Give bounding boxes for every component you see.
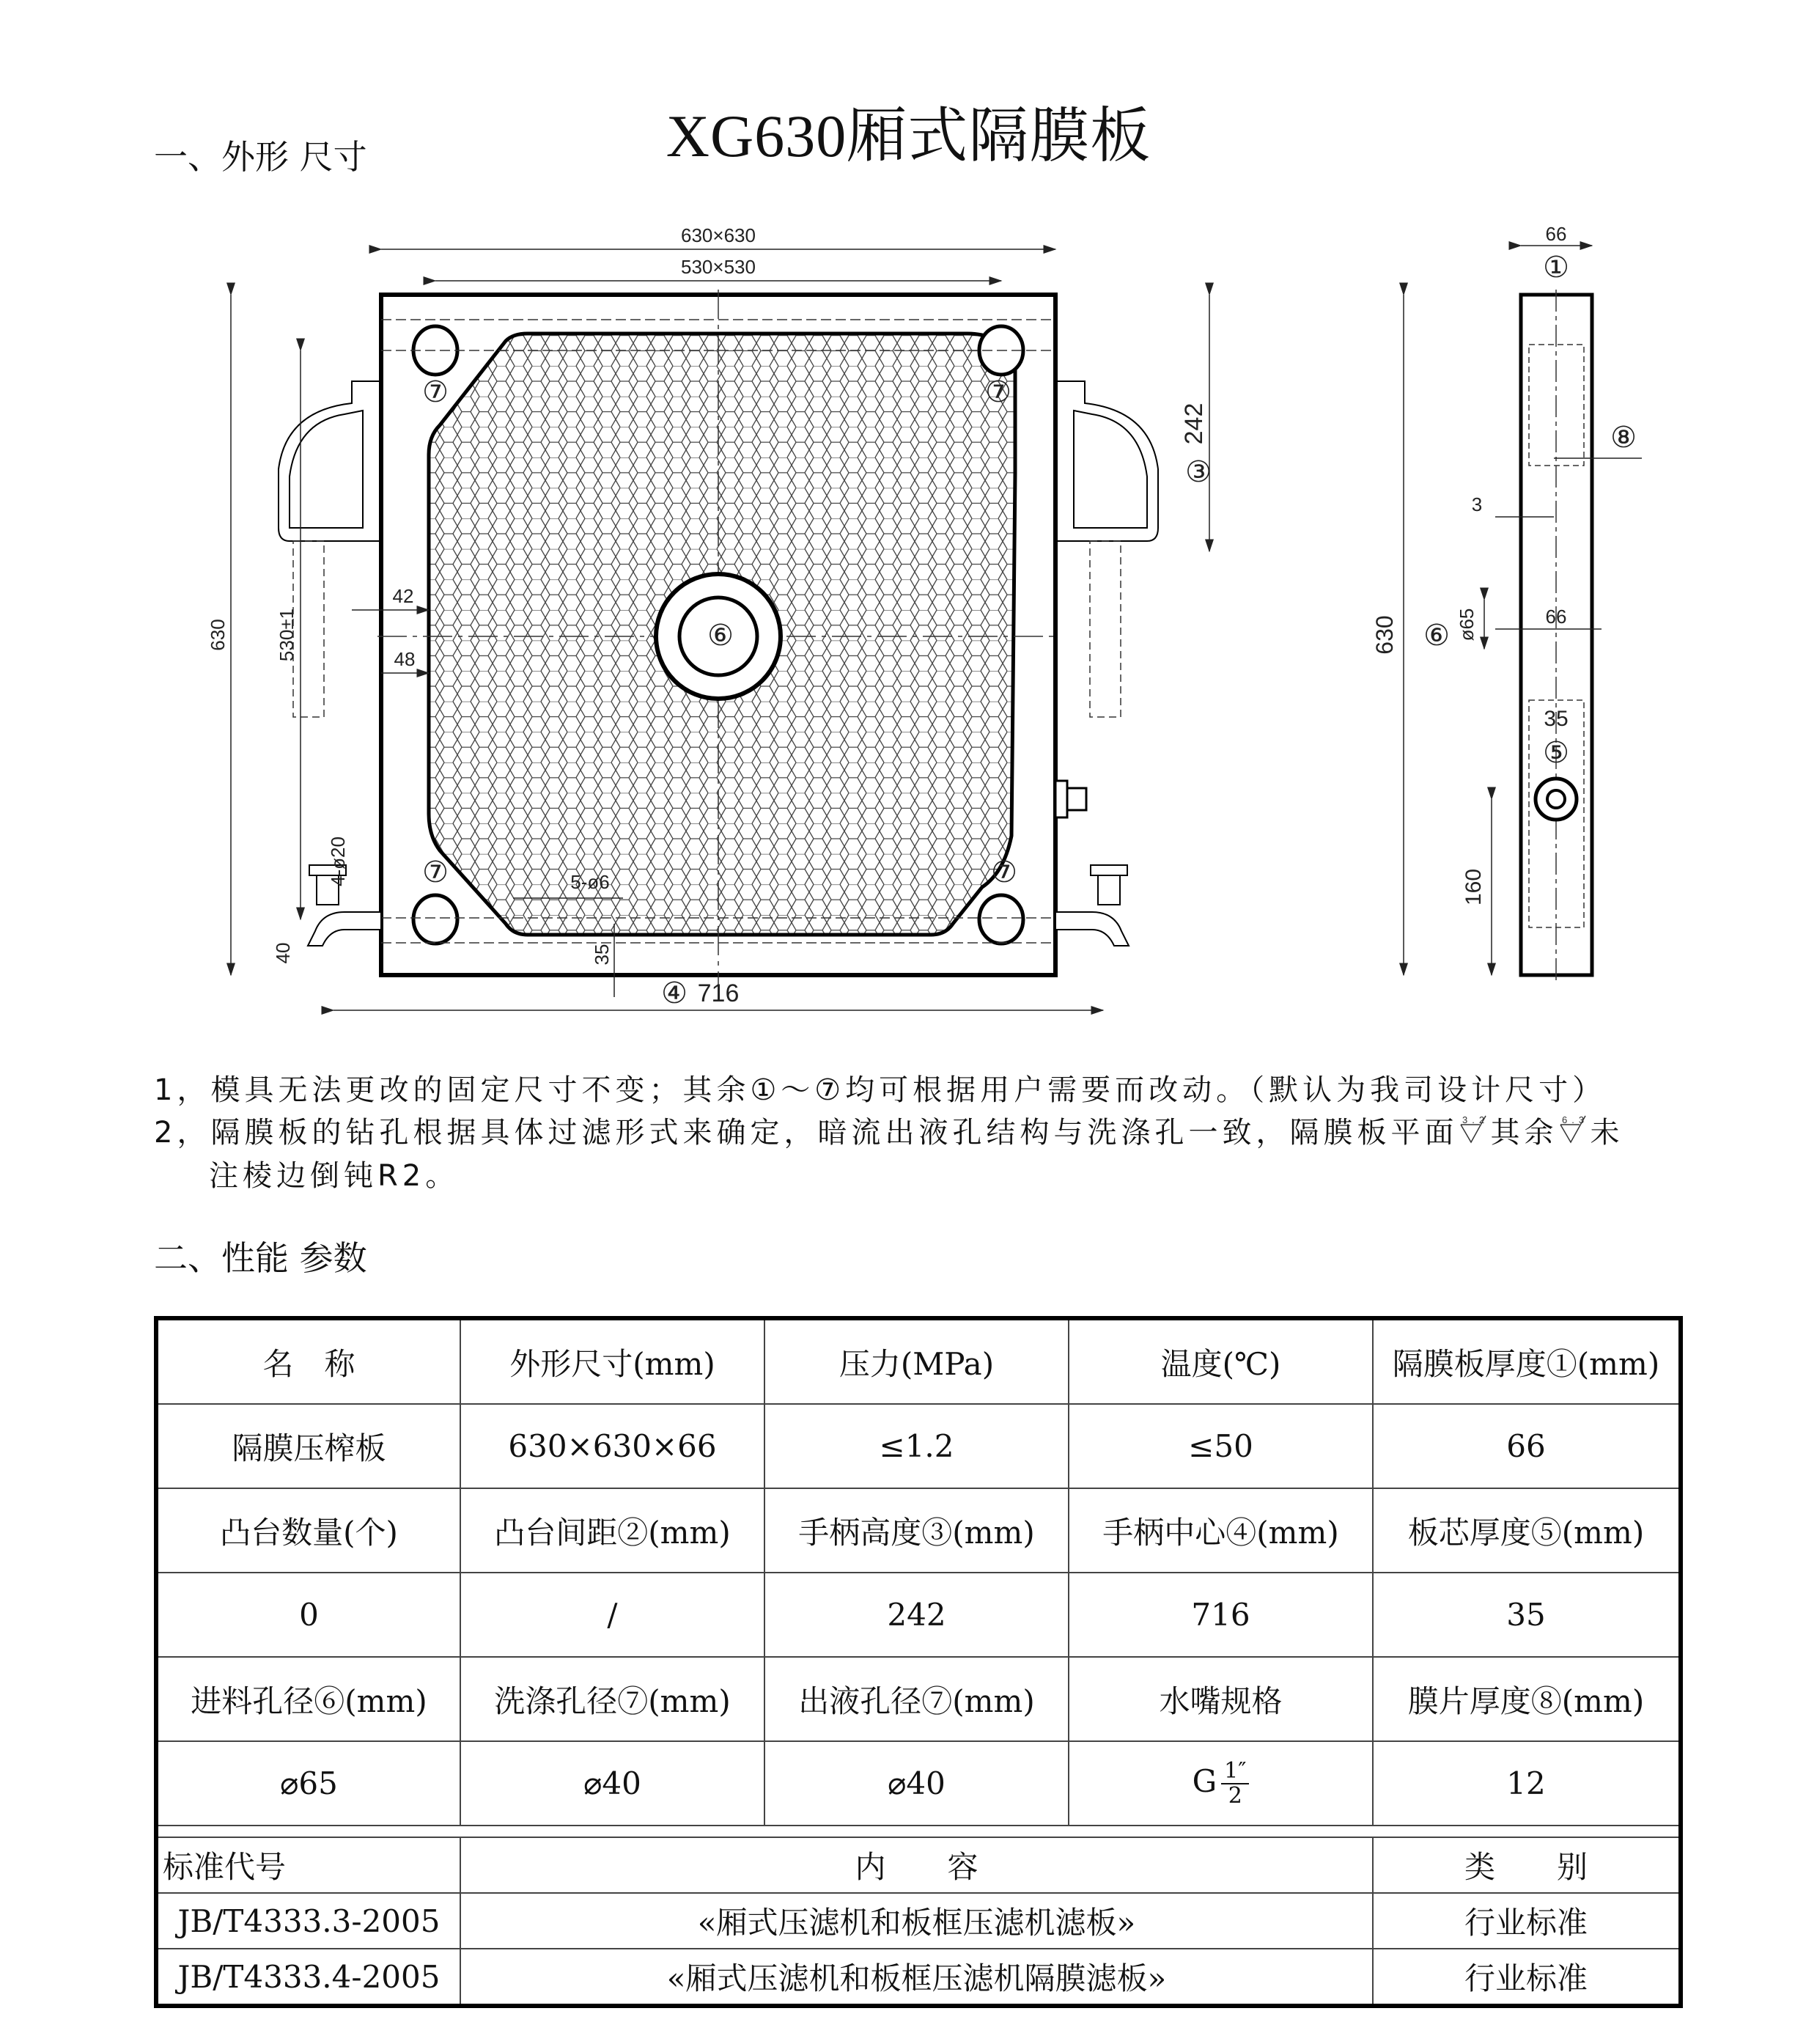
faucet-spec-cell bbox=[1069, 1741, 1373, 1826]
table-row bbox=[156, 1573, 1681, 1657]
table-cell: 隔膜压榨板 bbox=[156, 1404, 460, 1488]
svg-text:⑥: ⑥ bbox=[707, 620, 734, 652]
table-cell: 手柄中心④(mm) bbox=[1069, 1488, 1373, 1573]
side-view bbox=[1371, 223, 1642, 982]
table-cell: / bbox=[460, 1573, 764, 1657]
faucet-fraction: $\frac{1''}{2}$ bbox=[1221, 1760, 1249, 1808]
svg-text:40: 40 bbox=[272, 942, 294, 964]
svg-text:66: 66 bbox=[1545, 606, 1567, 628]
svg-text:⑤: ⑤ bbox=[1543, 737, 1569, 769]
table-spacer bbox=[156, 1826, 1681, 1837]
svg-text:5-ø6: 5-ø6 bbox=[570, 871, 610, 893]
svg-text:160: 160 bbox=[1462, 868, 1486, 906]
svg-text:⑦: ⑦ bbox=[422, 856, 449, 889]
svg-text:242: 242 bbox=[1180, 402, 1208, 445]
svg-text:ø65: ø65 bbox=[1456, 608, 1478, 641]
table-cell: 隔膜板厚度①(mm) bbox=[1373, 1318, 1681, 1404]
svg-text:48: 48 bbox=[394, 648, 416, 670]
table-cell: 66 bbox=[1373, 1404, 1681, 1488]
table-cell: ⌀40 bbox=[460, 1741, 764, 1826]
table-cell: 内 容 bbox=[460, 1837, 1373, 1893]
table-cell: 手柄高度③(mm) bbox=[764, 1488, 1069, 1573]
svg-text:③: ③ bbox=[1185, 456, 1212, 488]
table-row bbox=[156, 1488, 1681, 1573]
faucet-thread-label: G bbox=[1192, 1762, 1217, 1799]
svg-text:⑧: ⑧ bbox=[1610, 422, 1637, 454]
svg-text:3: 3 bbox=[1471, 493, 1483, 515]
table-cell: 0 bbox=[156, 1573, 460, 1657]
note-line-2-text: 2，隔膜板的钻孔根据具体过滤形式来确定，暗流出液孔结构与洗涤孔一致，隔膜板平面 bbox=[154, 1116, 1459, 1150]
spec-table bbox=[154, 1316, 1683, 2008]
svg-text:630: 630 bbox=[207, 619, 229, 651]
table-row bbox=[156, 1741, 1681, 1826]
technical-drawing bbox=[0, 205, 1817, 1026]
svg-text:42: 42 bbox=[392, 585, 414, 607]
svg-text:⑦: ⑦ bbox=[422, 376, 449, 408]
note-line-2-rest: 其余 bbox=[1490, 1116, 1558, 1150]
section-heading-performance: 二、性能 参数 bbox=[154, 1238, 367, 1278]
table-cell: 标准代号 bbox=[156, 1837, 460, 1893]
svg-text:⑦: ⑦ bbox=[985, 376, 1011, 408]
svg-text:630×630: 630×630 bbox=[681, 224, 756, 246]
standards-header-row bbox=[156, 1837, 1681, 1893]
table-cell: 压力(MPa) bbox=[764, 1318, 1069, 1404]
table-cell: 凸台数量(个) bbox=[156, 1488, 460, 1573]
table-cell: ≤1.2 bbox=[764, 1404, 1069, 1488]
svg-text:630: 630 bbox=[1371, 615, 1398, 655]
table-cell: 洗涤孔径⑦(mm) bbox=[460, 1657, 764, 1741]
table-cell: 名 称 bbox=[156, 1318, 460, 1404]
table-cell: 水嘴规格 bbox=[1069, 1657, 1373, 1741]
table-cell: ⌀65 bbox=[156, 1741, 460, 1826]
page-title: XG630厢式隔膜板 bbox=[666, 103, 1151, 169]
table-cell: «厢式压滤机和板框压滤机滤板» bbox=[460, 1893, 1373, 1949]
svg-text:4-ø20: 4-ø20 bbox=[327, 837, 349, 886]
table-cell: 板芯厚度⑤(mm) bbox=[1373, 1488, 1681, 1573]
svg-text:35: 35 bbox=[591, 944, 613, 966]
table-cell: 类 别 bbox=[1373, 1837, 1681, 1893]
table-cell: 行业标准 bbox=[1373, 1893, 1681, 1949]
table-cell: 进料孔径⑥(mm) bbox=[156, 1657, 460, 1741]
table-cell: 35 bbox=[1373, 1573, 1681, 1657]
table-cell: 242 bbox=[764, 1573, 1069, 1657]
table-cell: 膜片厚度⑧(mm) bbox=[1373, 1657, 1681, 1741]
surface-roughness-6-3-icon bbox=[1558, 1114, 1590, 1147]
note-line-3: 注棱边倒钝R2。 bbox=[209, 1159, 460, 1193]
table-cell: ⌀40 bbox=[764, 1741, 1069, 1826]
svg-text:530×530: 530×530 bbox=[681, 256, 756, 278]
spec-header-row bbox=[156, 1318, 1681, 1404]
table-cell: JB/T4333.3-2005 bbox=[156, 1893, 460, 1949]
svg-text:①: ① bbox=[1543, 251, 1569, 284]
svg-text:⑥: ⑥ bbox=[1423, 620, 1450, 652]
table-cell: ≤50 bbox=[1069, 1404, 1373, 1488]
table-cell: JB/T4333.4-2005 bbox=[156, 1949, 460, 2006]
svg-text:3.2: 3.2 bbox=[1462, 1114, 1489, 1125]
table-cell: «厢式压滤机和板框压滤机隔膜滤板» bbox=[460, 1949, 1373, 2006]
table-cell: 630×630×66 bbox=[460, 1404, 764, 1488]
table-row bbox=[156, 1949, 1681, 2006]
note-line-2 bbox=[154, 1109, 1623, 1151]
table-cell: 716 bbox=[1069, 1573, 1373, 1657]
svg-text:6.3: 6.3 bbox=[1562, 1114, 1589, 1125]
table-cell: 外形尺寸(mm) bbox=[460, 1318, 764, 1404]
svg-text:530±1: 530±1 bbox=[276, 608, 298, 662]
surface-roughness-3-2-icon bbox=[1458, 1114, 1490, 1147]
svg-text:⑦: ⑦ bbox=[991, 856, 1017, 889]
table-cell: 凸台间距②(mm) bbox=[460, 1488, 764, 1573]
table-cell: 出液孔径⑦(mm) bbox=[764, 1657, 1069, 1741]
note-line-1: 1，模具无法更改的固定尺寸不变；其余①～⑦均可根据用户需要而改动。（默认为我司设计尺寸） bbox=[154, 1073, 1607, 1107]
table-row bbox=[156, 1404, 1681, 1488]
table-cell: 12 bbox=[1373, 1741, 1681, 1826]
svg-text:66: 66 bbox=[1545, 223, 1567, 245]
section-heading-dimensions: 一、外形 尺寸 bbox=[154, 137, 367, 177]
svg-text:716: 716 bbox=[697, 979, 740, 1007]
table-cell: 行业标准 bbox=[1373, 1949, 1681, 2006]
table-row bbox=[156, 1657, 1681, 1741]
table-cell: 温度(℃) bbox=[1069, 1318, 1373, 1404]
note-line-2-end: 未 bbox=[1590, 1116, 1624, 1150]
svg-text:④: ④ bbox=[661, 977, 688, 1010]
table-row bbox=[156, 1893, 1681, 1949]
svg-text:35: 35 bbox=[1544, 707, 1569, 731]
